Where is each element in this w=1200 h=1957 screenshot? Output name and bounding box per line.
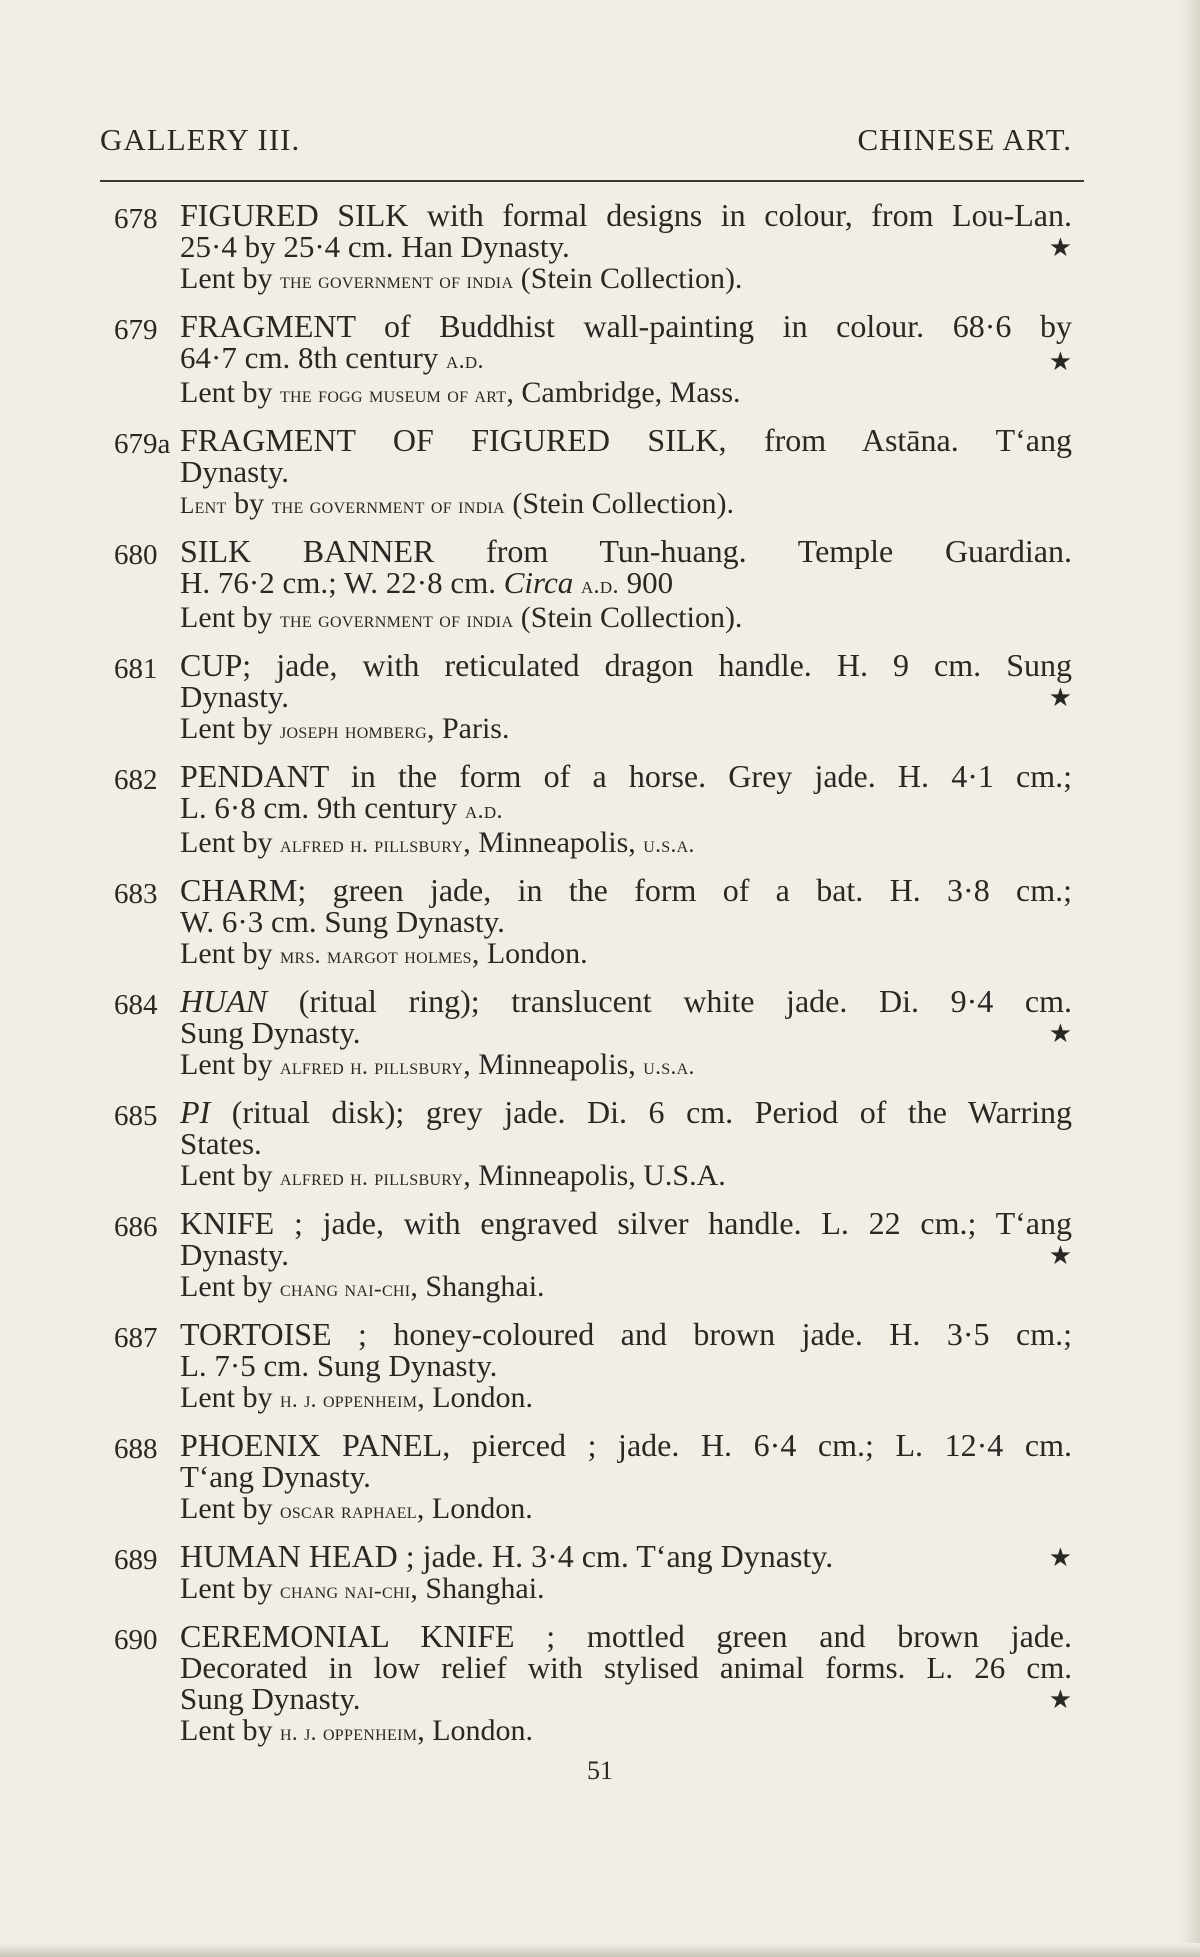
text-run: Lent by [180, 1572, 280, 1605]
text-run: Sung Dynasty. [180, 1015, 361, 1050]
text-run: Lent by [180, 826, 280, 859]
entry-description-line [180, 1017, 1072, 1048]
catalogue-entry [114, 1538, 1072, 1608]
text-run: h. j. oppenheim [279, 1387, 418, 1413]
text-run [573, 565, 581, 600]
text-run: FIGURED SILK with formal designs in colour, from Lou-Lan. [180, 197, 1072, 233]
lender-line [180, 1572, 1072, 1608]
catalogue-entry [114, 758, 1072, 862]
text-run: Lent by [180, 1270, 280, 1303]
entry-description-line [180, 342, 1072, 376]
lender-line [180, 376, 1072, 412]
entry-number: 685 [114, 1100, 158, 1132]
text-run: Lent by [180, 601, 280, 634]
entry-description-line [180, 906, 1072, 937]
entry-number: 684 [114, 989, 158, 1021]
section-heading: CHINESE ART. [857, 122, 1072, 157]
entry-number: 682 [114, 764, 158, 796]
text-run: PI [180, 1094, 211, 1130]
catalogue-entry [114, 647, 1072, 748]
text-run: HUMAN HEAD ; jade. H. 3·4 cm. T‘ang Dynasty. [180, 1538, 834, 1574]
text-run: Lent by [180, 1492, 280, 1525]
gallery-heading: GALLERY III. [100, 122, 301, 157]
entry-description-line [180, 758, 1072, 794]
text-run: u.s.a. [643, 1054, 695, 1080]
entry-number: 681 [114, 653, 158, 685]
entry-description-line [180, 1205, 1072, 1241]
text-run: PENDANT in the form of a horse. Grey jade. H. 4·1 cm.; [180, 758, 1072, 794]
catalogue-entry [114, 422, 1072, 523]
star-icon: ★ [1048, 347, 1072, 377]
text-run: chang nai-chi [279, 1276, 411, 1302]
text-run: L. 6·8 cm. 9th century [180, 790, 465, 825]
lender-line [180, 712, 1072, 748]
text-run: Lent by [180, 1381, 280, 1414]
page-edge-shadow [1180, 0, 1200, 1957]
entry-number: 678 [114, 203, 158, 235]
entry-body [180, 983, 1072, 1084]
text-run: a.d. [580, 572, 619, 599]
catalogue-entries [114, 197, 1072, 1763]
text-run: , Minneapolis, [463, 826, 644, 859]
text-run: the fogg museum of art [279, 382, 507, 408]
text-run: Lent [180, 493, 227, 519]
text-run: the government of india [279, 607, 514, 633]
entry-description-line [180, 1350, 1072, 1381]
text-run: mrs. margot holmes [279, 943, 472, 969]
lender-line [180, 937, 1072, 973]
catalogue-entry [114, 533, 1072, 637]
catalogue-entry [114, 983, 1072, 1084]
lender-line [180, 826, 1072, 862]
entry-description-line [180, 533, 1072, 569]
lender-line [180, 487, 1072, 523]
entry-number: 679 [114, 314, 158, 346]
entry-number: 686 [114, 1211, 158, 1243]
page-bottom-shadow [0, 1943, 1200, 1957]
text-run: (Stein Collection). [513, 262, 743, 295]
entry-body [180, 1205, 1072, 1306]
entry-body [180, 647, 1072, 748]
text-run: Lent by [180, 1714, 280, 1747]
entry-description-line [180, 1618, 1072, 1654]
entry-body [180, 872, 1072, 973]
text-run: Sung Dynasty. [180, 1681, 361, 1716]
entry-number: 683 [114, 878, 158, 910]
text-run: W. 6·3 cm. Sung Dynasty. [180, 904, 505, 939]
text-run: SILK BANNER from Tun-huang. Temple Guardian. [180, 533, 1072, 569]
text-run: , Shanghai. [410, 1270, 545, 1303]
lender-line [180, 1048, 1072, 1084]
catalogue-entry [114, 1094, 1072, 1195]
page-number: 51 [587, 1756, 613, 1785]
text-run: FRAGMENT of Buddhist wall-painting in colour. 68·6 by [180, 308, 1072, 344]
entry-body [180, 758, 1072, 862]
text-run: , Minneapolis, [463, 1048, 644, 1081]
text-run: by [226, 487, 272, 520]
text-run: , London. [471, 937, 588, 970]
text-run: , London. [417, 1381, 534, 1414]
text-run: Lent by [180, 376, 280, 409]
text-run: joseph homberg [279, 718, 427, 744]
text-run: TORTOISE ; honey-coloured and brown jade. H. 3·5 cm.; [180, 1316, 1072, 1352]
catalogue-entry [114, 1427, 1072, 1528]
text-run: (Stein Collection). [504, 487, 735, 520]
entry-body [180, 1094, 1072, 1195]
text-run: the government of india [279, 268, 514, 294]
text-run: alfred h. pillsbury [279, 832, 464, 858]
entry-description-line [180, 872, 1072, 908]
lender-line [180, 601, 1072, 637]
entry-description-line [180, 567, 1072, 601]
entry-body [180, 308, 1072, 412]
catalogue-entry [114, 1618, 1072, 1750]
text-run: FRAGMENT OF FIGURED SILK, from Astāna. T‘ang [180, 422, 1072, 458]
text-run: PHOENIX PANEL, pierced ; jade. H. 6·4 cm.; L. 12·4 cm. [180, 1427, 1072, 1463]
catalogue-entry [114, 1205, 1072, 1306]
entry-description-line [180, 792, 1072, 826]
text-run: Lent by [180, 1159, 280, 1192]
text-run: Dynasty. [180, 1237, 290, 1272]
lender-line [180, 262, 1072, 298]
text-run: H. 76·2 cm.; W. 22·8 cm. [180, 565, 504, 600]
text-run: CHARM; green jade, in the form of a bat. H. 3·8 cm.; [180, 872, 1072, 908]
lender-line [180, 1492, 1072, 1528]
entry-number: 689 [114, 1544, 158, 1576]
entry-body [180, 1427, 1072, 1528]
lender-line [180, 1159, 1072, 1195]
text-run: HUAN [180, 983, 268, 1019]
entry-number: 680 [114, 539, 158, 571]
text-run: (Stein Collection). [513, 601, 743, 634]
text-run: , London. [416, 1492, 533, 1525]
entry-description-line [180, 231, 1072, 262]
text-run: L. 7·5 cm. Sung Dynasty. [180, 1348, 498, 1383]
text-run: the government of india [271, 493, 505, 519]
entry-description-line [180, 1094, 1072, 1130]
text-run: alfred h. pillsbury [279, 1054, 464, 1080]
entry-description-line [180, 983, 1072, 1019]
text-run: Dynasty. [180, 454, 290, 489]
text-run: oscar raphael [279, 1498, 417, 1524]
text-run: (ritual ring); translucent white jade. Di. 9·4 cm. [267, 983, 1072, 1019]
entry-number: 690 [114, 1624, 158, 1656]
entry-body [180, 1316, 1072, 1417]
text-run: u.s.a. [643, 832, 695, 858]
text-run: a.d. [464, 797, 503, 824]
text-run: Lent by [180, 712, 280, 745]
star-icon: ★ [1048, 1241, 1072, 1271]
text-run: , Paris. [426, 712, 510, 745]
entry-body [180, 1618, 1072, 1750]
text-run: T‘ang Dynasty. [180, 1459, 371, 1494]
star-icon: ★ [1048, 1019, 1072, 1049]
entry-description-line [180, 1427, 1072, 1463]
entry-description-line [180, 681, 1072, 712]
lender-line [180, 1270, 1072, 1306]
entry-description-line [180, 1316, 1072, 1352]
lender-line [180, 1381, 1072, 1417]
catalogue-entry [114, 872, 1072, 973]
running-header [100, 122, 1072, 158]
text-run: 64·7 cm. 8th century [180, 340, 447, 375]
catalogue-entry [114, 197, 1072, 298]
text-run: , Shanghai. [410, 1572, 545, 1605]
entry-description-line [180, 647, 1072, 683]
header-rule [100, 180, 1084, 182]
text-run: 25·4 by 25·4 cm. Han Dynasty. [180, 229, 570, 264]
text-run: Lent by [180, 1048, 280, 1081]
text-run: Lent by [180, 262, 280, 295]
text-run: (ritual disk); grey jade. Di. 6 cm. Period of the Warring [210, 1094, 1072, 1130]
entry-description-line [180, 197, 1072, 233]
entry-description-line [180, 1652, 1072, 1683]
text-run: States. [180, 1126, 262, 1161]
text-run: CUP; jade, with reticulated dragon handle. H. 9 cm. Sung [180, 647, 1072, 683]
text-run: Dynasty. [180, 679, 290, 714]
entry-description-line [180, 1461, 1072, 1492]
entry-description-line [180, 308, 1072, 344]
entry-description-line [180, 422, 1072, 458]
text-run: 900 [618, 565, 674, 600]
entry-number: 687 [114, 1322, 158, 1354]
entry-number: 679a [114, 428, 171, 460]
text-run: , Minneapolis, U.S.A. [463, 1159, 726, 1192]
entry-body [180, 533, 1072, 637]
text-run: chang nai-chi [279, 1578, 411, 1604]
text-run: KNIFE ; jade, with engraved silver handle. L. 22 cm.; T‘ang [180, 1205, 1072, 1241]
entry-description-line [180, 1239, 1072, 1270]
entry-description-line [180, 1538, 1072, 1574]
text-run: Circa [503, 565, 574, 600]
lender-line [180, 1714, 1072, 1750]
text-run: , Cambridge, Mass. [506, 376, 741, 409]
text-run: CEREMONIAL KNIFE ; mottled green and brown jade. [180, 1618, 1072, 1654]
entry-body [180, 1538, 1072, 1608]
entry-description-line [180, 456, 1072, 487]
star-icon: ★ [1048, 1543, 1072, 1573]
text-run: Lent by [180, 937, 280, 970]
catalogue-entry [114, 1316, 1072, 1417]
entry-body [180, 197, 1072, 298]
star-icon: ★ [1048, 233, 1072, 263]
text-run: alfred h. pillsbury [279, 1165, 464, 1191]
star-icon: ★ [1048, 683, 1072, 713]
entry-body [180, 422, 1072, 523]
text-run: a.d. [446, 347, 484, 374]
entry-description-line [180, 1683, 1072, 1714]
catalogue-entry [114, 308, 1072, 412]
text-run: Decorated in low relief with stylised animal forms. L. 26 cm. [180, 1650, 1072, 1685]
text-run: h. j. oppenheim [279, 1720, 418, 1746]
entry-number: 688 [114, 1433, 158, 1465]
star-icon: ★ [1048, 1685, 1072, 1715]
text-run: , London. [417, 1714, 534, 1747]
entry-description-line [180, 1128, 1072, 1159]
